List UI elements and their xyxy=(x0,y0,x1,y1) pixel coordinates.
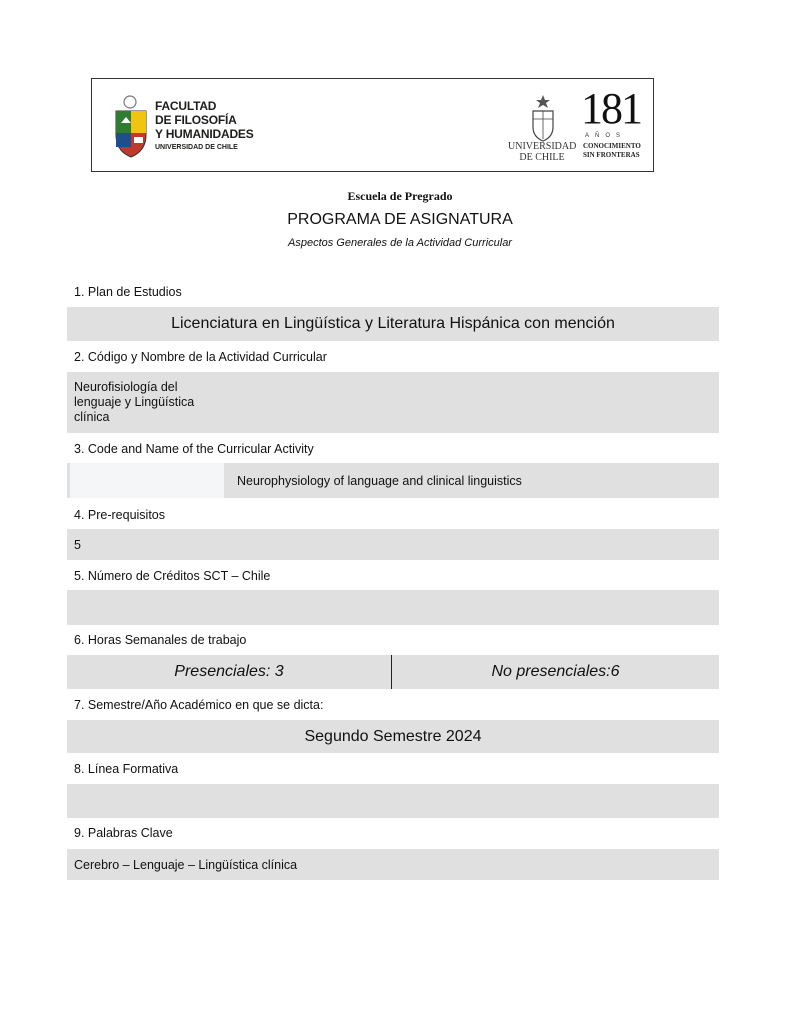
faculty-line-2: DE FILOSOFÍA xyxy=(155,113,237,127)
university-line-1: UNIVERSIDAD xyxy=(508,141,577,152)
creditos-label: 5. Número de Créditos SCT – Chile xyxy=(74,569,271,583)
faculty-line-4: UNIVERSIDAD DE CHILE xyxy=(155,144,238,151)
code-en-value: Neurophysiology of language and clinical linguistics xyxy=(237,473,522,488)
linea-field xyxy=(67,784,719,818)
codigo-label: 2. Código y Nombre de la Actividad Curricular xyxy=(74,350,327,364)
plan-value: Licenciatura en Lingüística y Literatura Hispánica con mención xyxy=(171,315,615,332)
semestre-label: 7. Semestre/Año Académico en que se dicta: xyxy=(74,698,324,712)
linea-label: 8. Línea Formativa xyxy=(74,762,179,776)
code-en-label: 3. Code and Name of the Curricular Activity xyxy=(74,442,314,456)
anniversary-motto xyxy=(583,142,641,160)
plan-label: 1. Plan de Estudios xyxy=(74,285,182,299)
codigo-field xyxy=(67,372,719,433)
palabras-label: 9. Palabras Clave xyxy=(74,826,173,840)
semestre-value: Segundo Semestre 2024 xyxy=(304,727,482,745)
faculty-name xyxy=(155,99,254,153)
horas-field xyxy=(67,655,719,689)
page-subtitle: Aspectos Generales de la Actividad Curricular xyxy=(288,237,512,249)
university-name xyxy=(508,141,576,163)
anniversary-motto-2: SIN FRONTERAS xyxy=(583,151,640,159)
anniversary-years: AÑOS xyxy=(585,133,627,139)
prereq-value: 5 xyxy=(74,537,81,552)
page-title: PROGRAMA DE ASIGNATURA xyxy=(287,211,513,228)
header-logos xyxy=(91,78,654,172)
university-line-2: DE CHILE xyxy=(519,152,565,163)
code-en-field xyxy=(67,463,719,498)
school-name: Escuela de Pregrado xyxy=(347,189,453,203)
palabras-field xyxy=(67,849,719,880)
anniversary-motto-1: CONOCIMIENTO xyxy=(583,142,641,150)
horas-presenciales: Presenciales: 3 xyxy=(67,655,392,689)
code-en-code-cell xyxy=(70,463,224,498)
faculty-line-3: Y HUMANIDADES xyxy=(155,127,254,141)
prereq-label: 4. Pre-requisitos xyxy=(74,508,166,522)
faculty-line-1: FACULTAD xyxy=(155,99,217,113)
plan-field xyxy=(67,307,719,341)
prereq-field xyxy=(67,529,719,560)
codigo-value: Neurofisiología del lenguaje y Lingüística clínica xyxy=(74,380,195,424)
horas-label: 6. Horas Semanales de trabajo xyxy=(74,633,247,647)
palabras-value: Cerebro – Lenguaje – Lingüística clínica xyxy=(74,857,298,872)
semestre-field xyxy=(67,720,719,753)
anniversary-number: 181 xyxy=(581,84,641,133)
creditos-field xyxy=(67,590,719,625)
horas-no-presenciales: No presenciales:6 xyxy=(491,663,620,680)
